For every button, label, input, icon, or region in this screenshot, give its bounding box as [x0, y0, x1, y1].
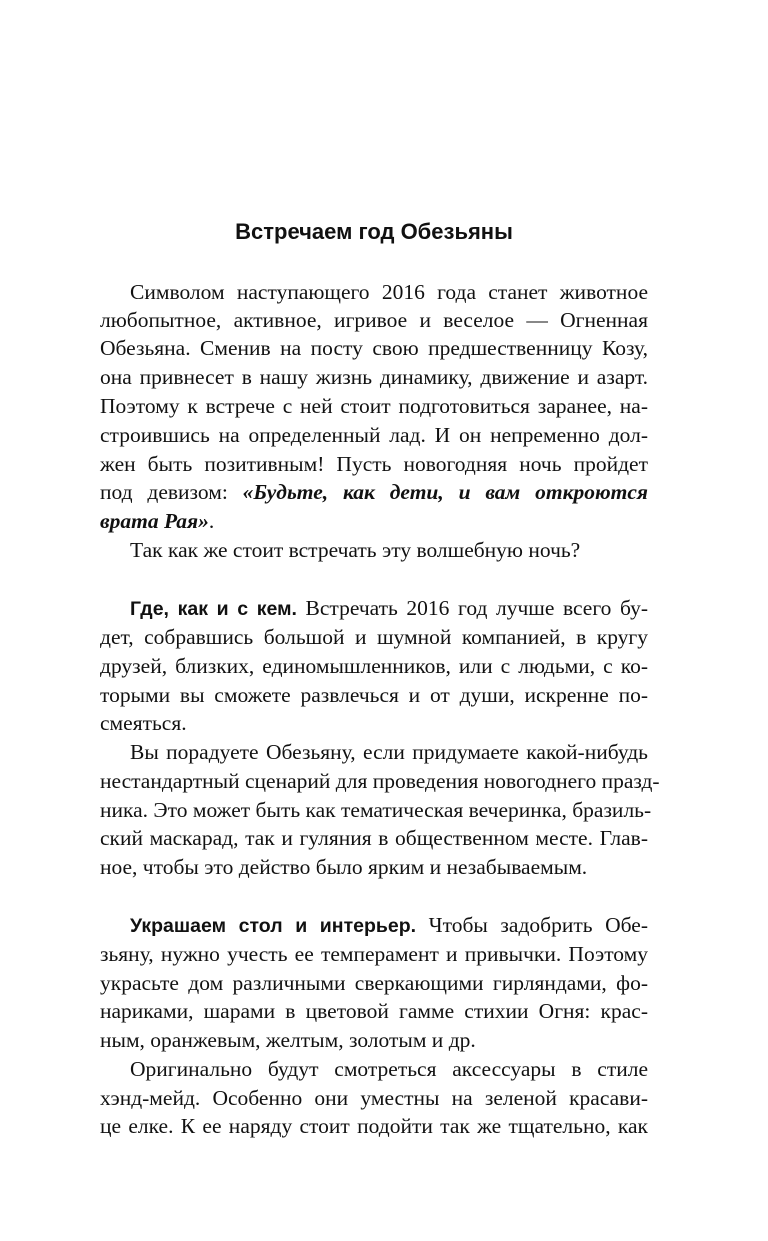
intro-line-4: она привнесет в нашу жизнь динамику, движение и азарт. — [100, 365, 648, 389]
intro-line-6: строившись на определенный лад. И он непременно дол- — [100, 423, 648, 447]
where-line-1 — [100, 594, 648, 622]
where-p2-line-2: нестандартный сценарий для проведения новогоднего празд- — [100, 769, 660, 793]
where-line-5: смеяться. — [100, 711, 187, 735]
decor-p2-line-3: це елке. К ее наряду стоит подойти так же тщательно, как — [100, 1114, 648, 1138]
intro-question: Так как же стоит встречать эту волшебную ночь? — [130, 538, 581, 562]
where-line-4: торыми вы сможете развлечься и от души, искренне по- — [100, 683, 648, 707]
where-line-2: дет, собравшись большой и шумной компанией, в кругу — [100, 625, 648, 649]
motto-prefix: под девизом: — [100, 480, 228, 504]
where-p2-line-4: ский маскарад, так и гуляния в общественном месте. Глав- — [100, 826, 648, 850]
decor-line-4: нариками, шарами в цветовой гамме стихии Огня: крас- — [100, 999, 648, 1023]
motto-period: . — [208, 509, 215, 533]
intro-line-3: Обезьяна. Сменив на посту свою предшественницу Козу, — [100, 336, 648, 360]
motto-text-end: врата Рая» — [100, 509, 209, 533]
where-p2-line-5: ное, чтобы это действо было ярким и незабываемым. — [100, 855, 588, 879]
motto-text: «Будьте, как дети, и вам откроются — [242, 480, 648, 504]
where-p2-line-3: ника. Это может быть как тематическая вечеринка, бразиль- — [100, 798, 652, 822]
decor-line-5: ным, оранжевым, желтым, золотым и др. — [100, 1028, 476, 1052]
chapter-title: Встречаем год Обезьяны — [235, 219, 513, 244]
decor-lead: Украшаем стол и интерьер. — [130, 915, 417, 937]
decor-line-3: украсьте дом различными сверкающими гирляндами, фо- — [100, 971, 648, 995]
where-p2-line-1: Вы порадуете Обезьяну, если придумаете какой-нибудь — [130, 740, 648, 764]
where-lead: Где, как и с кем. — [130, 598, 297, 620]
decor-line-1-rest: Чтобы задобрить Обе- — [428, 913, 648, 937]
intro-line-1: Символом наступающего 2016 года станет животное — [130, 280, 648, 304]
where-line-3: друзей, близких, единомышленников, или с людьми, с ко- — [100, 654, 648, 678]
decor-line-1 — [100, 911, 648, 939]
intro-line-2: любопытное, активное, игривое и веселое — Огненная — [100, 308, 648, 332]
decor-line-2: зьяну, нужно учесть ее темперамент и привычки. Поэтому — [100, 942, 648, 966]
intro-line-9 — [100, 507, 648, 535]
intro-line-7: жен быть позитивным! Пусть новогодняя ночь пройдет — [100, 452, 648, 476]
intro-line-8 — [100, 478, 648, 506]
decor-p2-line-2: хэнд-мейд. Особенно они уместны на зеленой красави- — [100, 1086, 648, 1110]
where-line-1-rest: Встречать 2016 год лучше всего бу- — [305, 596, 649, 620]
intro-line-5: Поэтому к встрече с ней стоит подготовиться заранее, на- — [100, 394, 648, 418]
decor-p2-line-1: Оригинально будут смотреться аксессуары в стиле — [130, 1057, 648, 1081]
